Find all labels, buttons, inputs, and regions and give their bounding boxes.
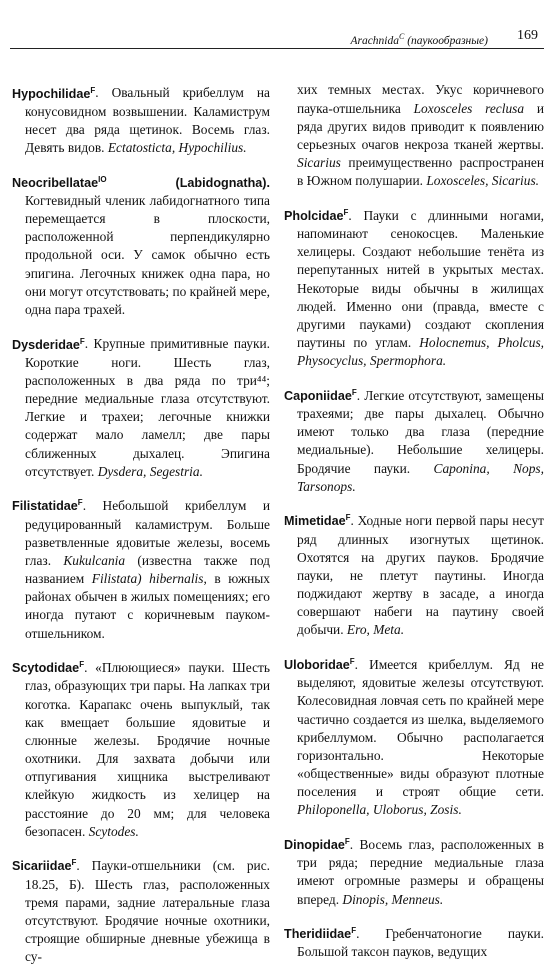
entry-text: . Легкие отсутствуют, замещены трахеями; две пары дыхалец. Обычно имеют только два глаза (передние медиальные). Небольшие хелицеры. Бродячие пауки.: [297, 387, 544, 476]
taxon-name: Pholcidae$^F$: [284, 207, 349, 223]
entry-text: . Крупные примитивные пауки. Короткие ноги. Шесть глаз, расположенных в два ряда по три⁴⁴; передние медиальные глаза отсутствуют. Легкие и трахеи; легочные книжки содержат мало ламелл; две пары сближенных дыхалец. Эпигина отсутствует.: [25, 336, 270, 479]
entry-text: и ряда других видов приводит к появлению серьезных очагов некроза тканей жертвы.: [297, 100, 545, 152]
entry-genera: Dinopis, Menneus.: [342, 891, 444, 907]
taxon-entry-mimetidae: [284, 509, 544, 639]
entry-text: . Пауки-отшельники (см. рис. 18.25, Б). Шесть глаз, расположенных тремя парами, задние латеральные глаза отсутствуют. Бродячие ночные охотники, строящие обширные дневные убежища в су-: [25, 858, 270, 965]
entry-genera: Sicarius: [297, 155, 341, 171]
running-head-title: Arachnida: [350, 34, 399, 47]
entry-text: . Пауки с длинными ногами, напоминают сенокосцев. Маленькие хелицеры. Создают небольшие тенёта из перепутанных нитей в укрытых местах. Некоторые виды обычны в жилищах людей. Именно они (правда, вместе с другими пауками) создают скопления паутины по углам.: [297, 207, 544, 350]
page-header: [10, 18, 544, 49]
entry-genera: Dysdera, Segestria.: [97, 463, 203, 479]
entry-genera: Kukulcania: [63, 552, 126, 568]
entry-genera: Loxosceles, Sicarius.: [426, 173, 540, 189]
entry-text: Когтевидный членик лабидогнатного типа перемещается в плоскости, расположенной перпендикулярно продольной оси. У самок обычно есть эпигина. Легочных книжек одна пара, но они могут отсутствовать; по крайней мере, одна пара трахей.: [25, 192, 270, 317]
entry-genera: Loxosceles reclusa: [413, 100, 525, 116]
entry-text: . «Плюющиеся» пауки. Шесть глаз, образующих три пары. На лапках три коготка. Карапакс очень выпуклый, так как вмещает большие ядовитые и слюнные железы. Бродячие ночные охотники. Для захвата добычи или отпугивания хищника выстреливают клейкую жидкость из хелицер на расстояние до 20 мм; для человека безопасен.: [25, 660, 270, 839]
taxon-name: Dinopidae$^F$: [284, 836, 350, 853]
taxon-entry-pholcidae: [284, 204, 544, 371]
taxon-entry-uloboridae: [284, 653, 544, 820]
page-number: 169: [517, 28, 538, 43]
entry-text: . Овальный крибеллум на конусовидном возвышении. Каламиструм несет два ряда щетинок. Восемь глаз. Девять видов.: [25, 85, 270, 156]
taxon-name: Hypochilidae$^F$: [12, 85, 96, 101]
taxon-name: Caponiidae$^F$: [284, 387, 357, 403]
left-column: [12, 68, 270, 965]
entry-text: хих темных местах. Укус коричневого паука-отшельника: [297, 82, 544, 116]
entry-genera: Holocnemus, Pholcus, Physocyclus, Spermophora.: [297, 335, 545, 369]
entry-text: . Ходные ноги первой пары несут ряд длинных изогнутых щетинок. Охотятся на других пауков. Бродячие пауки, не плетут паутины. Иногда поджидают жертву в засаде, а иногда совершают набеги на паутину своей добычи.: [297, 513, 544, 638]
entry-text: . Восемь глаз, расположенных в три ряда; передние медиальные глаза имеют огромные размеры и обращены вперед.: [297, 837, 544, 907]
entry-text: преимущественно распространен в Южном полушарии.: [297, 155, 544, 189]
taxon-name: Mimetidae$^F$: [284, 513, 351, 529]
taxon-entry-sicariidae-continued: [284, 81, 544, 190]
running-head-rest: (паукообразные): [404, 34, 488, 47]
entry-text: . Имеется крибеллум. Яд не выделяют, ядовитые железы отсутствуют. Колесовидная ловчая сеть по крайней мере частично создается из шелка, выделяемого крибеллумом. Обычно располагается горизонтально. Некоторые «общественные» виды образуют плотные поселения и строят общие сети.: [297, 657, 544, 800]
running-head-sup: C: [399, 32, 405, 41]
entry-genera: Caponina, Nops, Tarsonops.: [297, 460, 544, 494]
entry-genera: Filistata) hibernalis: [91, 571, 204, 587]
taxon-entry-theridiidae: [284, 922, 544, 962]
taxon-entry-dysderidae: [12, 332, 270, 480]
taxon-name: Neocribellatae$^{IO}$ (Labidognatha).: [12, 174, 270, 190]
entry-text: , в южных районах обычен в жилых помещениях; его иногда путают с коричневым пауком-отшельником.: [25, 571, 270, 641]
taxon-entry-filistatidae: [12, 494, 270, 642]
entry-genera: Ectatosticta, Hypochilius.: [107, 140, 247, 156]
taxon-name: Dysderidae$^F$: [12, 336, 85, 352]
entry-text: . Небольшой крибеллум и редуцированный каламиструм. Больше разветвленные ядовитые железы, восемь глаз.: [25, 498, 270, 568]
taxon-entry-scytodidae: [12, 656, 270, 841]
taxon-name: Scytodidae$^F$: [12, 660, 85, 676]
taxon-entry-dinopidae: [284, 833, 544, 909]
taxon-entry-hypochilidae: [12, 81, 270, 157]
entry-genera: Philoponella, Uloborus, Zosis.: [297, 802, 462, 818]
taxon-entry-neocribellatae: [12, 171, 270, 319]
entry-genera: Ero, Meta.: [346, 622, 405, 638]
right-column: [284, 68, 545, 960]
taxon-entry-caponiidae: [284, 384, 544, 496]
taxon-name: Uloboridae$^F$: [284, 656, 355, 673]
taxon-entry-sicariidae: [12, 854, 270, 966]
running-head: [350, 32, 488, 47]
entry-genera: Scytodes.: [88, 823, 139, 839]
entry-text: (известна также под названием: [25, 552, 270, 587]
taxon-name: Theridiidae$^F$: [284, 926, 357, 942]
taxon-name: Filistatidae$^F$: [12, 498, 83, 514]
taxon-name: Sicariidae$^F$: [12, 858, 77, 874]
entry-text: . Гребенчатоногие пауки. Большой таксон пауков, ведущих: [297, 926, 544, 960]
